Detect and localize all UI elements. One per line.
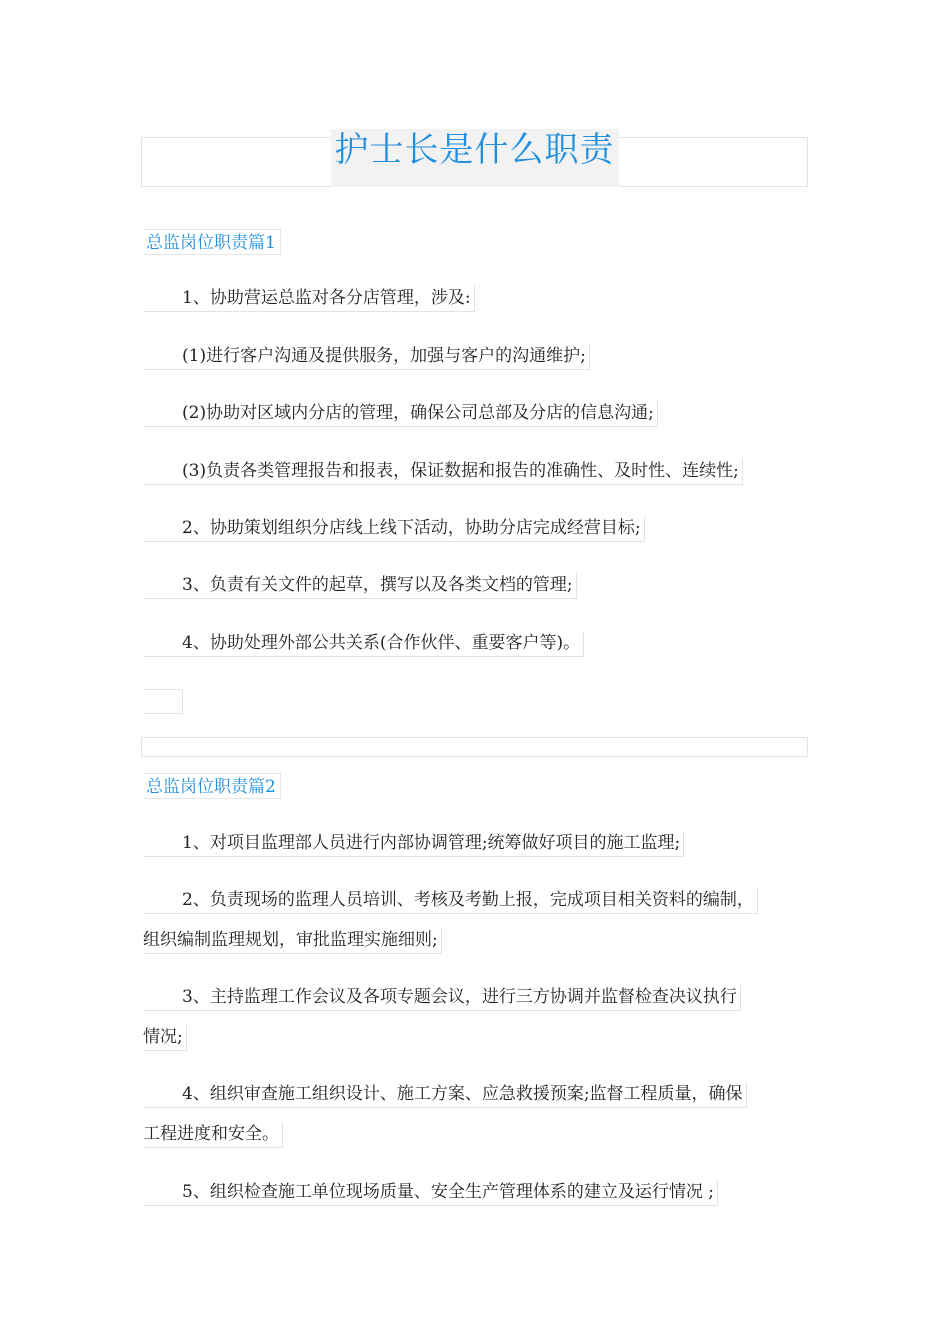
paragraph-line: 3、主持监理工作会议及各项专题会议，进行三方协调并监督检查决议执行 [143,985,741,1011]
page-title: 护士长是什么职责 [334,130,615,170]
section-divider [141,737,808,757]
paragraph-line: 1、对项目监理部人员进行内部协调管理;统筹做好项目的施工监理; [143,831,684,857]
paragraph-line: 1、协助营运总监对各分店管理，涉及: [143,286,475,312]
paragraph-line: 2、负责现场的监理人员培训、考核及考勤上报，完成项目相关资料的编制， [143,888,758,914]
paragraph-line: (3)负责各类管理报告和报表，保证数据和报告的准确性、及时性、连续性; [143,459,743,485]
section-heading-1: 总监岗位职责篇1 [143,229,281,255]
paragraph-line: 4、协助处理外部公共关系(合作伙伴、重要客户等)。 [143,631,584,657]
paragraph-line: (2)协助对区域内分店的管理，确保公司总部及分店的信息沟通; [143,401,658,427]
paragraph-line: 3、负责有关文件的起草，撰写以及各类文档的管理; [143,573,577,599]
paragraph-line: 2、协助策划组织分店线上线下活动，协助分店完成经营目标; [143,516,645,542]
section-heading-2: 总监岗位职责篇2 [143,773,281,799]
paragraph-line: 情况; [143,1025,187,1051]
paragraph-line: (1)进行客户沟通及提供服务，加强与客户的沟通维护; [143,344,590,370]
paragraph-line: 工程进度和安全。 [143,1122,283,1148]
paragraph-line: 5、组织检查施工单位现场质量、安全生产管理体系的建立及运行情况 ; [143,1180,718,1206]
empty-paragraph [143,689,183,714]
paragraph-line: 4、组织审查施工组织设计、施工方案、应急救援预案;监督工程质量，确保 [143,1082,747,1108]
paragraph-line: 组织编制监理规划，审批监理实施细则; [143,928,442,954]
